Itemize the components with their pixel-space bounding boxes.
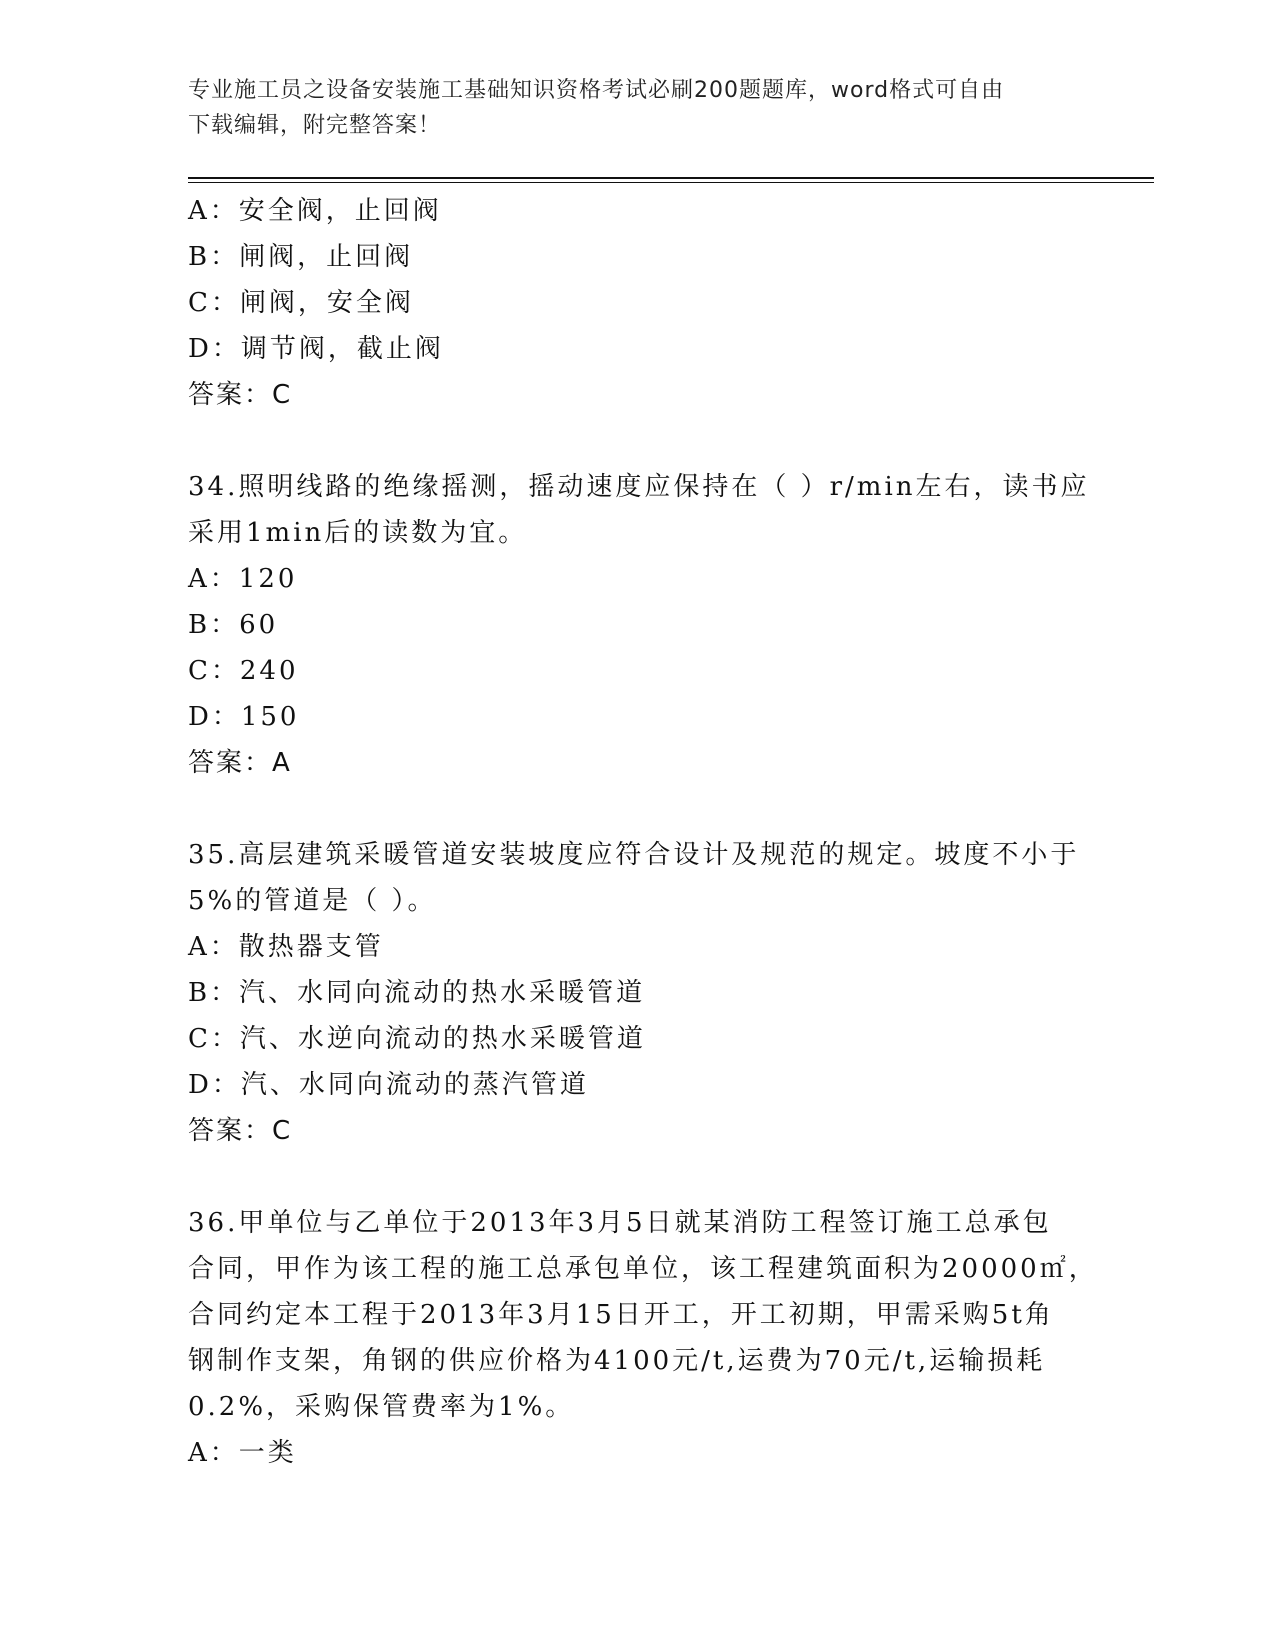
- spacer: [188, 418, 1088, 464]
- answer: 答案：A: [188, 748, 292, 778]
- header-line-1: 专业施工员之设备安装施工基础知识资格考试必刷200题题库，word格式可自由: [188, 78, 1005, 103]
- question-stem: 36.甲单位与乙单位于2013年3月5日就某消防工程签订施工总承包: [188, 1208, 1052, 1238]
- option-c: C：240: [188, 656, 299, 686]
- question-stem: 5%的管道是（ ）。: [188, 886, 437, 916]
- option-c: C：闸阀，安全阀: [188, 288, 414, 318]
- question-35: [188, 832, 1088, 1154]
- question-33-continued: [188, 188, 1088, 418]
- option-a: A：120: [188, 564, 298, 594]
- header-divider-thick: [188, 177, 1154, 179]
- question-stem: 0.2%，采购保管费率为1%。: [188, 1392, 575, 1422]
- option-d: D：调节阀，截止阀: [188, 334, 444, 364]
- answer: 答案：C: [188, 380, 293, 410]
- answer: 答案：C: [188, 1116, 293, 1146]
- option-b: B：60: [188, 610, 279, 640]
- question-36: [188, 1200, 1098, 1476]
- header-line-2: 下载编辑，附完整答案！: [188, 113, 442, 138]
- question-stem: 合同约定本工程于2013年3月15日开工，开工初期，甲需采购5t角: [188, 1300, 1054, 1330]
- option-d: D：汽、水同向流动的蒸汽管道: [188, 1070, 589, 1100]
- question-stem: 钢制作支架，角钢的供应价格为4100元/t,运费为70元/t,运输损耗: [188, 1346, 1046, 1376]
- question-34: [188, 464, 1088, 786]
- option-b: B：汽、水同向流动的热水采暖管道: [188, 978, 646, 1008]
- spacer: [188, 1154, 1088, 1200]
- question-stem: 采用1min后的读数为宜。: [188, 518, 528, 548]
- question-stem: 合同，甲作为该工程的施工总承包单位，该工程建筑面积为20000㎡，: [188, 1254, 1098, 1284]
- question-stem: 34.照明线路的绝缘摇测，摇动速度应保持在（ ）r/min左右，读书应: [188, 472, 1090, 502]
- question-list: [188, 188, 1098, 1476]
- document-header: [188, 73, 1068, 143]
- option-a: A：安全阀，止回阀: [188, 196, 442, 226]
- option-a: A：散热器支管: [188, 932, 384, 962]
- option-b: B：闸阀，止回阀: [188, 242, 414, 272]
- header-divider-thin: [188, 182, 1154, 183]
- option-d: D：150: [188, 702, 300, 732]
- question-stem: 35.高层建筑采暖管道安装坡度应符合设计及规范的规定。坡度不小于: [188, 840, 1080, 870]
- spacer: [188, 786, 1088, 832]
- option-a: A：一类: [188, 1438, 297, 1468]
- option-c: C：汽、水逆向流动的热水采暖管道: [188, 1024, 646, 1054]
